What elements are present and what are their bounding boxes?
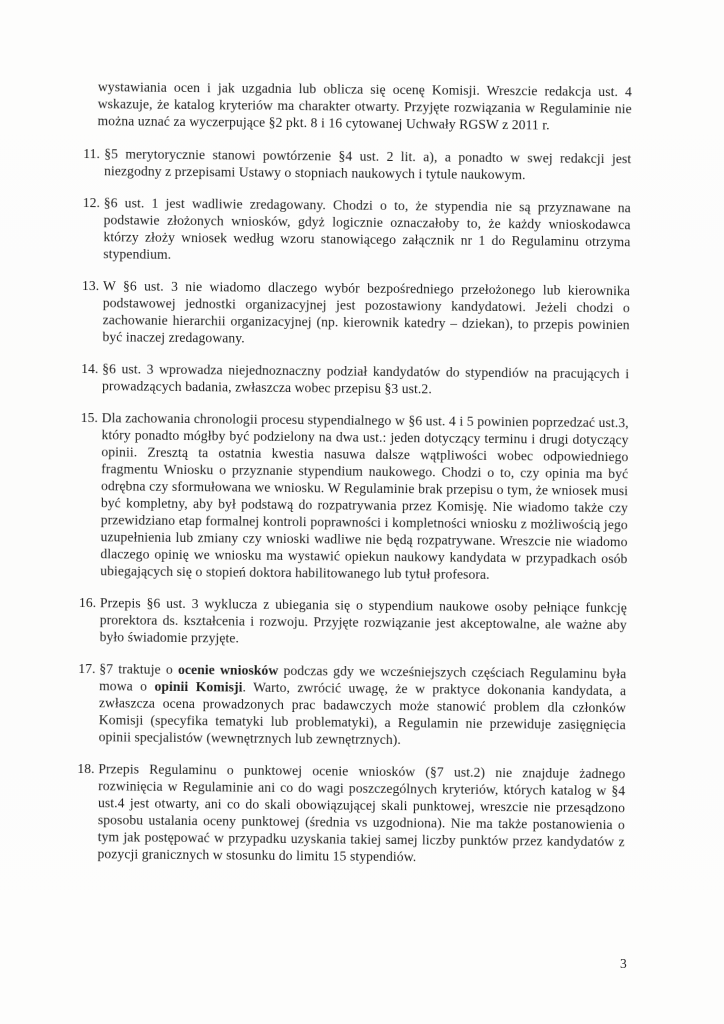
page-number: 3 — [620, 956, 627, 971]
list-item — [76, 760, 625, 867]
list-item-text: §6 ust. 1 jest wadliwie zredagowany. Chodzi o to, że stypendia nie są przyznawane na podstawie złożonych wniosków, gdyż logicznie oznaczałoby to, że każdy wnioskodawca którzy złoży wniosek według wzoru stanowiącego załącznik nr 1 do Regulaminu otrzyma stypendium. — [103, 195, 631, 262]
list-item-number: 18. — [77, 760, 95, 777]
list-item-text: §5 merytorycznie stanowi powtórzenie §4 ust. 2 lit. a), a ponadto w swej redakcji jest niezgodny z przepisami Ustawy o stopniach naukowych i tytule naukowym. — [104, 146, 632, 183]
list-item-number: 16. — [78, 594, 97, 611]
list-item — [83, 145, 631, 184]
list-item — [82, 194, 631, 267]
list-item-text: §6 ust. 3 wprowadza niejednoznaczny podział kandydatów do stypendiów na pracujących i prowadzących badania, zwłaszcza wobec przepisu §3 ust.2. — [101, 361, 630, 397]
list-item-number: 14. — [81, 360, 99, 377]
list-item-number: 15. — [80, 409, 99, 426]
list-item-number: 13. — [81, 277, 100, 294]
list-item-text: Dla zachowania chronologii procesu stypendialnego w §6 ust. 4 i 5 powinien poprzedzać ust.3, który ponadto mógłby być podzielony na dwa ust.: jeden dotyczący terminu i drugi dotyczący opinii. Zresztą ta ostatnia kwestia nasuwa dalsze wątpliwości wobec odpowiedniego fragmentu Wniosku o przyznanie stypendium naukowego. Chodzi o to, czy opinia ma być odrębna czy sformułowana we wniosku. W Regulaminie brak przepisu o tym, że wniosek musi być kompletny, aby był podstawą do rozpatrywania przez Komisję. Nie wiadomo także czy przewidziano etap formalnej kontroli poprawności i kompletności wniosku z możliwością jego uzupełnienia lub zmiany czy wnioski wadliwe nie będą rozpatrywane. Wreszcie nie wiadomo dlaczego opinię we wniosku ma wystawić opiekun naukowy kandydata w przypadkach osób ubiegających się o stopień doktora habilitowanego lub tytuł profesora. — [100, 410, 629, 582]
list-item-text: §7 traktuje o ocenie wniosków podczas gdy we wcześniejszych częściach Regulaminu była mowa o opinii Komisji. Warto, zwrócić uwagę, że w praktyce dokonania kandydata, a zwłaszcza ocena prowadzonych prac badawczych może stanowić problem dla członków Komisji (specyfika tematyki lub problematyki), a Regulamin nie przewiduje zasięgnięcia opinii specjalistów (wewnętrznych lub zewnętrznych). — [98, 661, 627, 748]
numbered-list — [76, 145, 631, 867]
list-item — [78, 660, 627, 750]
list-item-number: 12. — [82, 194, 101, 211]
list-item-text: Przepis Regulaminu o punktowej ocenie wniosków (§7 ust.2) nie znajduje żadnego rozwinięcia w Regulaminie ani co do wagi poszczególnych kryteriów, których katalog w §4 ust.4 jest otwarty, ani co do skali obowiązującej skali punktowej, wreszcie nie przesądzono sposobu ustalania oceny punktowej (średnia vs uzgodniona). Nie ma także postanowienia o tym jak postępować w przypadku uzyskania takiej samej liczby punktów przez kandydatów z pozycji granicznych w stosunku do limitu 15 stypendiów. — [97, 761, 626, 865]
list-item-number: 17. — [78, 660, 96, 677]
list-item-number: 11. — [83, 145, 101, 162]
list-item — [81, 277, 630, 350]
list-item — [81, 360, 629, 399]
list-item — [79, 409, 629, 584]
list-item-text: Przepis §6 ust. 3 wyklucza z ubiegania się o stypendium naukowe osoby pełniące funkcję prorektora ds. kształcenia i rozwoju. Przyjęte rozwiązanie jest akceptowalne, ale ważne aby było świadomie przyjęte. — [99, 595, 628, 646]
document-content — [76, 78, 632, 882]
list-item-text: W §6 ust. 3 nie wiadomo dlaczego wybór bezpośredniego przełożonego lub kierownika podstawowej jednostki organizacyjnej jest pozostawiony kandydatowi. Jeżeli chodzi o zachowanie hierarchii organizacyjnej (np. kierownik katedry – dziekan), to przepis powinien być inaczej zredagowany. — [102, 278, 631, 346]
list-item — [79, 594, 627, 650]
intro-paragraph: wystawiania ocen i jak uzgadnia lub oblicza się ocenę Komisji. Wreszcie redakcja ust. 4 wskazuje, że katalog kryteriów ma charakter otwarty. Przyjęte rozwiązania w Regulaminie nie można uznać za wyczerpujące §2 pkt. 8 i 16 cytowanej Uchwały RGSW z 2011 r. — [97, 79, 632, 133]
